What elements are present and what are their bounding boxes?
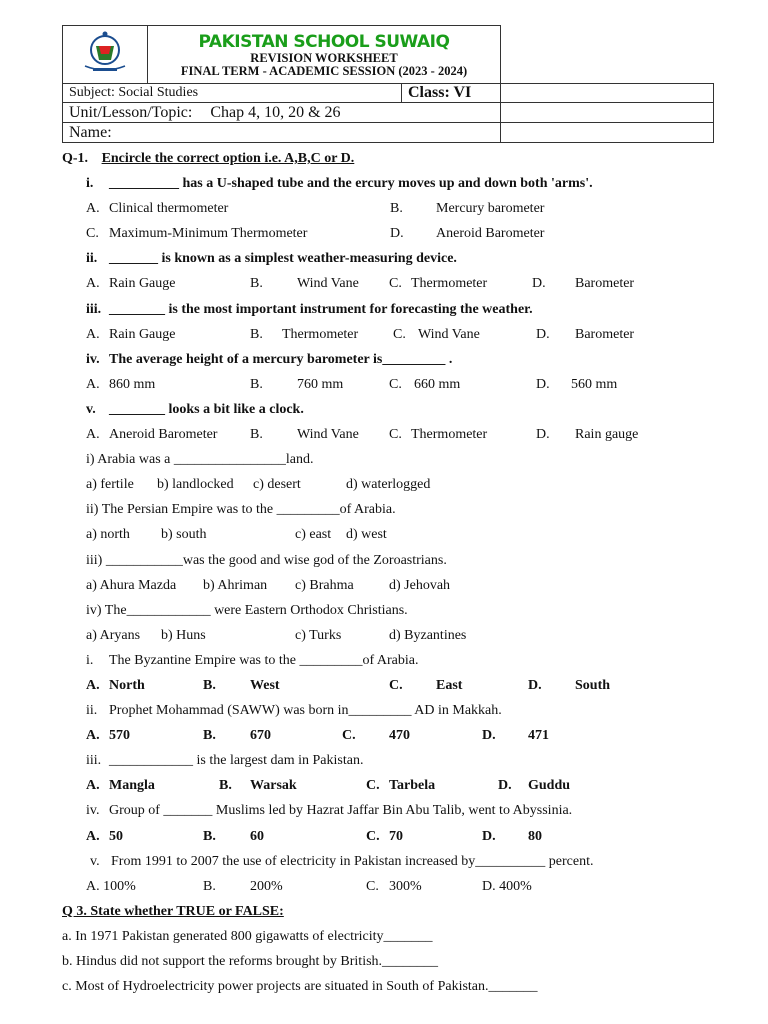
option-text[interactable]: 470: [389, 728, 410, 744]
question: [62, 171, 722, 196]
options-row: [62, 271, 722, 296]
question: [62, 548, 722, 573]
question-number: iii.: [86, 301, 102, 317]
true-false-item[interactable]: c. Most of Hydroelectricity power projects are situated in South of Pakistan._______: [62, 979, 538, 995]
question-text: The Byzantine Empire was to the _________of Arabia.: [109, 652, 419, 668]
option-text[interactable]: 50: [109, 828, 123, 844]
question-text: ____________ is the largest dam in Pakistan.: [109, 753, 364, 769]
option-letter: A.: [86, 828, 100, 844]
question-number: v.: [86, 401, 96, 417]
class-cell: Class: VI: [402, 84, 501, 103]
question-text: ________ looks a bit like a clock.: [109, 401, 304, 417]
true-false-item[interactable]: b. Hindus did not support the reforms brought by British.________: [62, 954, 439, 969]
option-text[interactable]: d) Jehovah: [389, 577, 451, 593]
option-text[interactable]: 200%: [250, 878, 283, 894]
option-text[interactable]: Mercury barometer: [436, 201, 545, 217]
option-text[interactable]: Thermometer: [411, 276, 488, 292]
q1-heading-line: [62, 146, 722, 171]
unit-value: Chap 4, 10, 20 & 26: [210, 103, 341, 121]
school-name: PAKISTAN SCHOOL SUWAIQ: [198, 31, 450, 52]
option-text[interactable]: Wind Vane: [297, 276, 359, 292]
question-number: v.: [90, 853, 100, 869]
option-text[interactable]: Thermometer: [411, 427, 488, 443]
option-letter: C.: [389, 677, 403, 693]
option-letter: C.: [393, 326, 406, 342]
option-text[interactable]: Barometer: [575, 326, 635, 342]
option-text[interactable]: b) Ahriman: [203, 577, 268, 593]
question-text: ________ is the most important instrument for forecasting the weather.: [109, 301, 533, 317]
option-letter: B.: [250, 427, 263, 443]
option-letter: A.: [86, 326, 100, 342]
options-row: [62, 372, 722, 397]
option-letter: D.: [528, 677, 542, 693]
option-text[interactable]: a) north: [86, 527, 130, 543]
option-text[interactable]: East: [436, 677, 463, 693]
option-letter: C.: [389, 276, 402, 292]
option-text[interactable]: West: [250, 677, 280, 693]
option-letter: A.: [86, 728, 100, 744]
option-letter: C.: [389, 427, 402, 443]
option-text[interactable]: 670: [250, 728, 271, 744]
option-letter: C.: [366, 828, 380, 844]
question: [62, 397, 722, 422]
question: [62, 497, 722, 522]
option-text[interactable]: Rain gauge: [575, 427, 639, 443]
option-text[interactable]: d) waterlogged: [346, 477, 431, 493]
option-letter: B.: [250, 326, 263, 342]
option-letter: C.: [366, 778, 380, 794]
option-text[interactable]: 80: [528, 828, 542, 844]
question-number: ii.: [86, 251, 98, 267]
option-text[interactable]: b) landlocked: [157, 477, 234, 493]
options-row: [62, 522, 722, 547]
option-letter: B.: [203, 677, 216, 693]
option-letter: B.: [250, 376, 263, 392]
options-row: [62, 422, 722, 447]
option-letter: A.: [86, 276, 100, 292]
class-extra-cell: [501, 84, 714, 103]
school-logo-icon: [75, 26, 135, 78]
option-letter: D.: [390, 226, 404, 242]
options-row: [62, 196, 722, 221]
option-letter: D.: [498, 778, 512, 794]
option-letter: C.: [389, 376, 402, 392]
option-letter: A.: [86, 427, 100, 443]
question-number: ii.: [86, 703, 98, 719]
option-text[interactable]: Aneroid Barometer: [109, 427, 218, 443]
option-text[interactable]: Tarbela: [389, 778, 436, 794]
question-number: i.: [86, 176, 94, 192]
option-text[interactable]: c) Turks: [295, 627, 342, 643]
option-text[interactable]: a) Aryans: [86, 627, 141, 643]
options-row: [62, 673, 722, 698]
header-table: [62, 25, 714, 143]
question: [62, 246, 722, 271]
options-row: [62, 824, 722, 849]
q1-number: Q-1.: [62, 151, 89, 166]
question: [62, 798, 722, 823]
option-text[interactable]: 660 mm: [414, 376, 461, 392]
option-text[interactable]: 560 mm: [571, 376, 618, 392]
question-number: iv.: [86, 803, 100, 819]
unit-label: Unit/Lesson/Topic:: [69, 103, 193, 121]
question-text: ii) The Persian Empire was to the _________of Arabia.: [86, 502, 396, 518]
logo-cell: [63, 26, 148, 84]
question-text: Prophet Mohammad (SAWW) was born in_________ AD in Makkah.: [109, 703, 502, 719]
question: [62, 598, 722, 623]
option-text[interactable]: Clinical thermometer: [109, 201, 229, 217]
option-letter: A.: [86, 677, 100, 693]
options-row: [62, 773, 722, 798]
options-row: [62, 472, 722, 497]
option-text[interactable]: Rain Gauge: [109, 276, 176, 292]
question: [62, 748, 722, 773]
option-text[interactable]: b) Huns: [161, 627, 206, 643]
unit-cell: [63, 103, 501, 123]
question-text: _______ is known as a simplest weather-measuring device.: [109, 251, 457, 267]
question-text: __________ has a U-shaped tube and the ercury moves up and down both 'arms'.: [109, 176, 593, 192]
title-cell: [148, 26, 501, 84]
option-text[interactable]: a) fertile: [86, 477, 134, 493]
unit-extra-cell: [501, 103, 714, 123]
question-text: i) Arabia was a ________________land.: [86, 452, 314, 468]
option-text[interactable]: Mangla: [109, 778, 155, 794]
question-text: iii) ___________was the good and wise god of the Zoroastrians.: [86, 552, 447, 568]
option-letter: B.: [203, 728, 216, 744]
options-row: [62, 623, 722, 648]
option-text[interactable]: c) desert: [253, 477, 301, 493]
options-row: [62, 221, 722, 246]
option-letter: A.: [86, 376, 100, 392]
subject-cell: Subject: Social Studies: [63, 84, 402, 103]
question: [62, 347, 722, 372]
option-text[interactable]: A. 100%: [86, 878, 136, 894]
option-text[interactable]: 760 mm: [297, 376, 344, 392]
options-row: [62, 874, 722, 899]
question: [62, 297, 722, 322]
option-text[interactable]: 860 mm: [109, 376, 156, 392]
option-letter: D.: [482, 828, 496, 844]
question-number: iv.: [86, 351, 100, 367]
doc-title: REVISION WORKSHEET: [250, 50, 398, 65]
option-text[interactable]: d) west: [346, 527, 387, 543]
option-text[interactable]: Wind Vane: [418, 326, 480, 342]
option-text[interactable]: Aneroid Barometer: [436, 226, 545, 242]
option-text[interactable]: Warsak: [250, 778, 297, 794]
option-text[interactable]: 471: [528, 728, 549, 744]
option-text[interactable]: Thermometer: [282, 326, 359, 342]
worksheet-content: [62, 146, 722, 999]
option-letter: D.: [536, 376, 550, 392]
option-text[interactable]: 60: [250, 828, 264, 844]
option-letter: A.: [86, 778, 100, 794]
option-letter: D.: [482, 728, 496, 744]
option-text[interactable]: South: [575, 677, 611, 693]
q1-instruction: Encircle the correct option i.e. A,B,C or D.: [101, 151, 355, 166]
option-letter: C.: [342, 728, 356, 744]
question: [62, 648, 722, 673]
question-text: Group of _______ Muslims led by Hazrat Jaffar Bin Abu Talib, went to Abyssinia.: [109, 803, 573, 819]
option-text[interactable]: c) Brahma: [295, 577, 354, 593]
options-row: [62, 573, 722, 598]
question-text: From 1991 to 2007 the use of electricity in Pakistan increased by__________ percent.: [111, 853, 594, 869]
question-number: i.: [86, 652, 94, 668]
question-number: iii.: [86, 753, 102, 769]
option-letter: B.: [203, 878, 216, 894]
question-text: The average height of a mercury barometer is_________ .: [109, 351, 453, 367]
question: [62, 849, 722, 874]
option-text[interactable]: D. 400%: [482, 878, 532, 894]
options-row: [62, 723, 722, 748]
option-text[interactable]: 300%: [389, 878, 422, 894]
question: [62, 698, 722, 723]
option-letter: B.: [219, 778, 232, 794]
option-text[interactable]: a) Ahura Mazda: [86, 577, 177, 593]
q3-heading: Q 3. State whether TRUE or FALSE:: [62, 903, 284, 919]
option-text[interactable]: Barometer: [575, 276, 635, 292]
option-text[interactable]: Rain Gauge: [109, 326, 176, 342]
option-text[interactable]: b) south: [161, 527, 207, 543]
question: [62, 447, 722, 472]
option-text[interactable]: Wind Vane: [297, 427, 359, 443]
name-field[interactable]: [501, 123, 714, 143]
session-title: FINAL TERM - ACADEMIC SESSION (2023 - 2024): [180, 63, 468, 78]
true-false-item[interactable]: a. In 1971 Pakistan generated 800 gigawatts of electricity_______: [62, 928, 433, 944]
option-text[interactable]: North: [109, 677, 145, 693]
option-text[interactable]: c) east: [295, 527, 332, 543]
options-row: [62, 322, 722, 347]
option-letter: B.: [203, 828, 216, 844]
option-letter: D.: [536, 427, 550, 443]
option-letter: B.: [250, 276, 263, 292]
question-text: iv) The____________ were Eastern Orthodox Christians.: [86, 602, 408, 618]
option-text[interactable]: Maximum-Minimum Thermometer: [109, 226, 308, 242]
name-cell: Name:: [63, 123, 501, 143]
option-letter: C.: [86, 226, 99, 242]
option-text[interactable]: Guddu: [528, 778, 571, 794]
option-letter: C.: [366, 878, 379, 894]
option-text[interactable]: 70: [389, 828, 403, 844]
option-letter: B.: [390, 201, 403, 217]
option-text[interactable]: 570: [109, 728, 130, 744]
option-letter: D.: [532, 276, 546, 292]
option-text[interactable]: d) Byzantines: [389, 627, 467, 643]
option-letter: A.: [86, 201, 100, 217]
option-letter: D.: [536, 326, 550, 342]
